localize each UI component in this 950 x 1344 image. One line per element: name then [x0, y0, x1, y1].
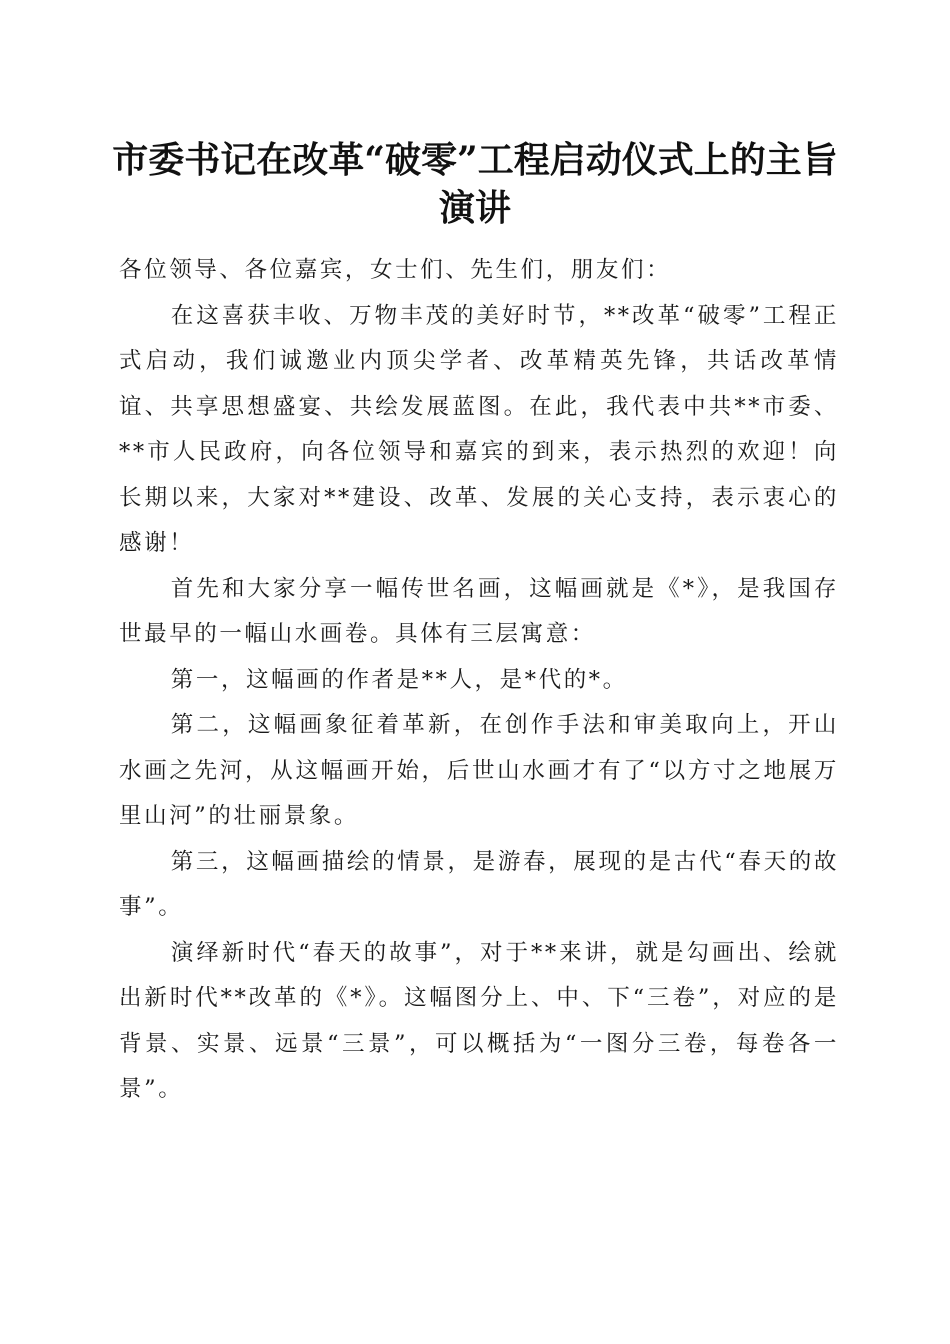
first-point-paragraph: 第一，这幅画的作者是**人，是*代的*。 [170, 666, 628, 693]
document-body [119, 248, 839, 1113]
opening-paragraph: 在这喜获丰收、万物丰茂的美好时节，**改革“破零”工程正式启动，我们诚邀业内顶尖学者、改革精英先锋，共话改革情谊、共享思想盛宴、共绘发展蓝图。在此，我代表中共**市委、**市人民政府，向各位领导和嘉宾的到来，表示热烈的欢迎！向长期以来，大家对**建设、改革、发展的关心支持，表示衷心的感谢！ [119, 302, 839, 556]
second-point-paragraph: 第二，这幅画象征着革新，在创作手法和审美取向上，开山水画之先河，从这幅画开始，后世山水画才有了“以方寸之地展万里山河”的壮丽景象。 [119, 712, 839, 829]
spring-story-paragraph: 演绎新时代“春天的故事”，对于**来讲，就是勾画出、绘就出新时代**改革的《*》。这幅图分上、中、下“三卷”，对应的是背景、实景、远景“三景”，可以概括为“一图分三卷，每卷各一景”。 [119, 939, 839, 1102]
salutation-paragraph: 各位领导、各位嘉宾，女士们、先生们，朋友们： [119, 257, 672, 283]
painting-intro-paragraph: 首先和大家分享一幅传世名画，这幅画就是《*》，是我国存世最早的一幅山水画卷。具体有三层寓意： [119, 575, 839, 647]
third-point-paragraph: 第三，这幅画描绘的情景，是游春，展现的是古代“春天的故事”。 [119, 848, 839, 920]
document-title: 市委书记在改革“破零”工程启动仪式上的主旨演讲 [112, 139, 838, 229]
